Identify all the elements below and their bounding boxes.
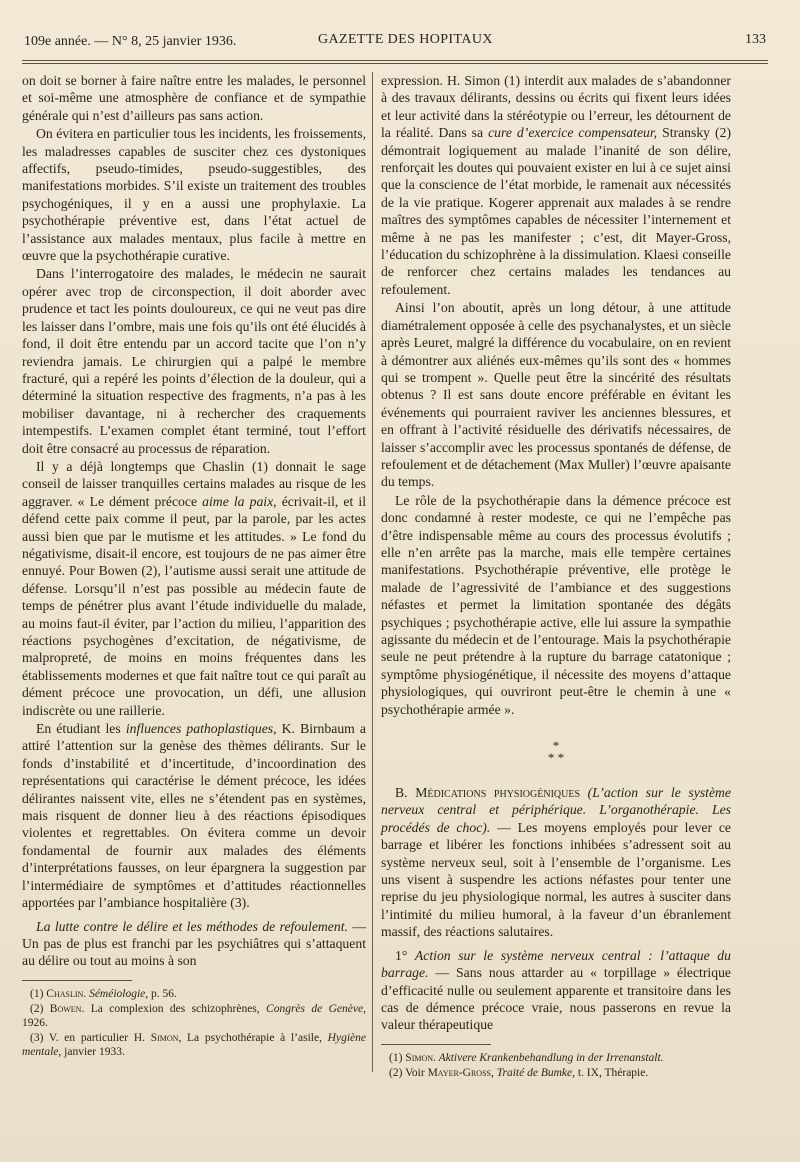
paragraph: on doit se borner à faire naître entre les malades, le personnel et soi-même une atmosphère de confiance et de sympathie générale qui n’est d’ailleurs pas sans action. bbox=[22, 73, 366, 123]
paragraph: Ainsi l’on aboutit, après un long détour, à une attitude diamétralement opposée à celle des psychanalystes, et un siècle après Leuret, malgré la différence du vocabulaire, on en revient à démontrer aux aliénés eux-mêmes qu’ils sont des « hommes qui se trompent ». Quelle peut être la sincérité des résultats obtenus ? Il est sans doute encore préférable en évitant les événements qui pourraient raviver les anciennes blessures, et en offrant à l’activité résiduelle des dérivatifs nécessaires, de laisser s’accomplir avec les processus spontanés de défense, de refoulement et de détachement (Max Muller) l’œuvre apaisante du temps. bbox=[381, 300, 731, 490]
italic-run: influences pathoplastiques bbox=[125, 721, 274, 737]
paragraph: Le rôle de la psychothérapie dans la démence précoce est donc condamné à rester modeste, ce qui ne l’empêche pas d’être indispensable même au cours des processus évolutifs ; elle n’en arrête pas la marche, mais elle tempère certaines manifestations. Psychothérapie préventive, elle protège le malade de l’agressivité de l’ambiance et des suggestions néfastes et permet la limitation spontanée des dégâts psychiques ; psychothérapie active, elle lui assure la sympathie agissante du médecin et de l’entourage. Mais la psychothérapie seule ne peut prétendre à la rupture du barrage catatonique ; symptôme physiogénétique, il nécessite des moyens d’attaque physiologiques, qui ouvriront peut-être le chemin à une « psychothérapie armée ». bbox=[381, 492, 731, 717]
paragraph: B. Médications physiogéniques (L’action sur le système nerveux central et périphérique. L’organothérapie. Les procédés de choc). — Les moyens employés pour lever ce barrage et libérer les fonctions inhibées s’adressent soit au système nerveux seul, soit à l’ensemble de l’organisme. Les uns visent à suspendre les actions néfastes pour tenter une reprise du jeu physiologique normal, les autres à susciter dans l’intimité du milieu humoral, à la faveur d’un ébranlement massif, des réactions salutaires. bbox=[381, 785, 731, 940]
journal-title: GAZETTE DES HOPITAUX bbox=[318, 32, 493, 47]
footnote: (2) Voir Mayer-Gross, Traité de Bumke, t. IX, Thérapie. bbox=[389, 1066, 649, 1079]
paragraph bbox=[22, 458, 366, 719]
running-header bbox=[24, 30, 766, 56]
issue-info: 109e année. — N° 8, 25 janvier 1936. bbox=[24, 34, 237, 49]
paragraph: On évitera en particulier tous les incidents, les froissements, les maladresses capables de susciter chez ces dystoniques affectifs, pseudo-timides, pseudo-suggestibles, des manifestations morbides. S’il existe un traitement des troubles psychogéniques, il y en a aussi une prophylaxie. La psychothérapie préventive est, dans l’état actuel de l’assistance aux malades mentaux, plus facile à mettre en œuvre que la psychothérapie curative. bbox=[22, 126, 366, 264]
paragraph bbox=[22, 918, 366, 970]
paragraph bbox=[22, 720, 366, 911]
text-run: En étudiant les bbox=[36, 721, 126, 737]
right-column bbox=[381, 72, 731, 1080]
text-run: — Un pas de plus est franchi par les psychiâtres qui s’attaquent au délire ou tout au moins à son bbox=[22, 918, 367, 969]
footnote-rule bbox=[381, 1044, 491, 1045]
footnote-rule bbox=[22, 980, 132, 981]
text-run: Il y a déjà longtemps que Chaslin (1) donnait le sage conseil de laisser tranquilles certains malades au risque de les aggraver. « Le dément précoce bbox=[22, 458, 366, 509]
left-column bbox=[22, 72, 366, 1059]
footnotes bbox=[22, 987, 366, 1059]
footnote: (3) V. en particulier H. Simon, La psychothérapie à l’asile, Hygiène mentale, janvier 1933. bbox=[22, 1031, 366, 1058]
footnote: (1) Chaslin. Séméiologie, p. 56. bbox=[30, 987, 177, 1000]
footnote: (2) Bowen. La complexion des schizophrènes, Congrès de Genève, 1926. bbox=[22, 1002, 366, 1029]
footnote: (1) Simon. Aktivere Krankenbehandlung in der Irrenanstalt. bbox=[389, 1051, 664, 1064]
section-ornament: * * * bbox=[547, 738, 565, 766]
italic-run: La lutte contre le délire et les méthodes de refoulement. bbox=[36, 918, 348, 934]
footnotes bbox=[381, 1051, 731, 1080]
page-number: 133 bbox=[745, 32, 766, 47]
paragraph: 1° Action sur le système nerveux central : l’attaque du barrage. — Sans nous attarder au « torpillage » électrique d’efficacité nulle ou seulement apparente et transitoire dans les cas de démence précoce vraie, nous passerons en revue la valeur thérapeutique bbox=[381, 947, 731, 1033]
text-run: , K. Birnbaum a attiré l’attention sur la genèse des thèmes délirants. Sur le fonds d’instabilité et d’incertitude, d’incoordination des représentations qui caractérise le dément précoce, les idées délirantes naissent vite, elles ne s’étendent pas en systèmes, mais risquent de donner lieu à des réactions épisodiques violentes et regrettables. On évitera comme un devoir fondamental de fournir aux malades des éléments d’interprétations fausses, on leur épargnera la suggestion par l’intermédiaire de symptômes et d’attitudes réactionnelles apportées par l’ambiance hospitalière (3). bbox=[22, 721, 366, 911]
paragraph: expression. H. Simon (1) interdit aux malades de s’abandonner à des travaux délirants, dessins ou écrits qui fixent leurs idées et leur activité dans la stéréotypie ou l’erreur, les détournent de la réalité. Dans sa cure d’exercice compensateur, Stransky (2) démontrait logiquement au malade l’inanité de son délire, renforçait les doutes qui pouvaient exister en lui à ce sujet ainsi que la conscience de l’état morbide, le ramenait aux nécessités de la vie pratique. Kogerer apprenait aux malades à se rendre maîtres des symptômes capables de nécessiter l’internement et même à ne pas les manifester ; c’est, dit Mayer-Gross, l’éducation du schizophrène à la dissimulation. Klaesi conseille de renforcer chez certains malades les tendances au refoulement. bbox=[381, 73, 732, 297]
header-rule bbox=[22, 60, 768, 64]
column-divider bbox=[372, 72, 373, 1072]
text-run: , écrivait-il, et il défend cette paix comme il peut, par la parole, par les actes aussi bien que par le mutisme et les attitudes. » Le fond du négativisme, disait-il encore, est toujours de ne pas aimer être ennuyé. Pour Bowen (2), l’autisme aussi serait une attitude de défense. Lorsqu’il n’est pas possible au médecin faute de temps de pénétrer plus avant l’étude individuelle du malade, au moins faut-il éviter, par l’action du milieu, l’apparition des réactions psychogènes d’excitation, de négativisme, de malpropreté, de moins en moins fréquentes dans les établissements modernes et que fait naître tout ce qui paraît au dément précoce une provocation, un défi, une allusion indiscrète ou une raillerie. bbox=[22, 493, 366, 718]
italic-run: aime la paix bbox=[202, 493, 274, 509]
paragraph: Dans l’interrogatoire des malades, le médecin ne saurait opérer avec trop de circonspection, il doit aborder avec prudence et tact les points douloureux, ce qui ne veut pas dire les laisser dans l’ombre, mais une fois qu’ils ont été élucidés à fond, il doit être entendu par un accord tacite que l’on n’y reviendra jamais. Le chirurgien qui a palpé le membre fracturé, qui a repéré les points d’élection de la douleur, qui a déterminé la situation respective des fragments, n’a pas à les mobiliser davantage, ni à rechercher des craquements intempestifs. L’examen complet étant terminé, tout l’effort doit être consacré au processus de réparation. bbox=[22, 266, 366, 456]
